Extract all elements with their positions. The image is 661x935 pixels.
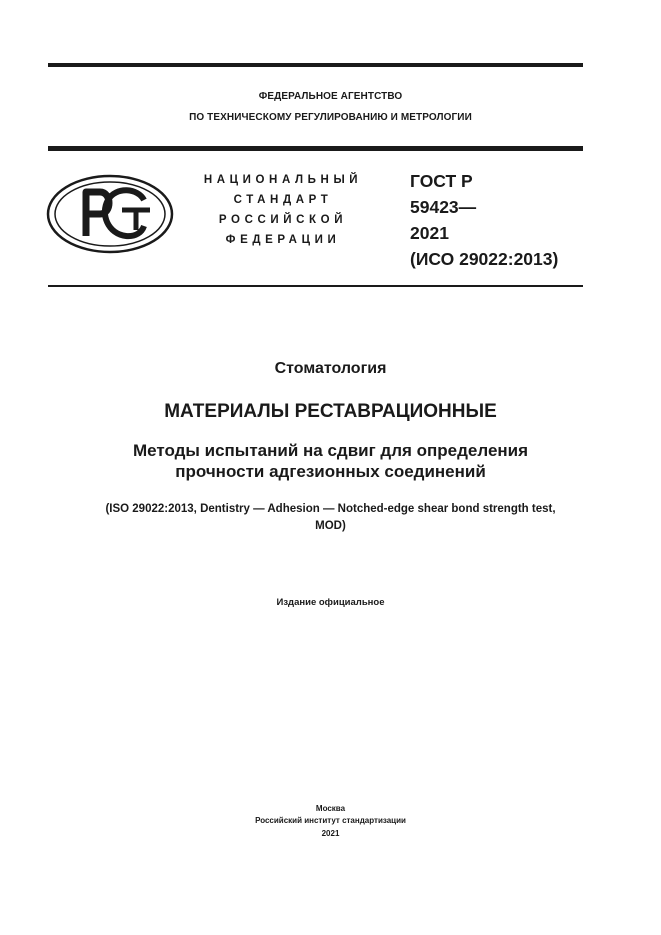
national-standard-line-3: РОССИЙСКОЙ — [218, 214, 348, 226]
designation-line-3: 2021 — [410, 223, 449, 243]
header-rule — [48, 146, 583, 151]
subtitle-line-2: прочности адгезионных соединений — [175, 462, 486, 481]
rst-certification-mark-icon — [46, 174, 174, 254]
main-title: МАТЕРИАЛЫ РЕСТАВРАЦИОННЫЕ — [164, 401, 497, 422]
publisher-name: Российский институт стандартизации — [255, 816, 406, 825]
subtitle-line-1: Методы испытаний на сдвиг для определения — [132, 441, 529, 460]
edition-label: Издание официальное — [276, 597, 385, 608]
agency-line-1: ФЕДЕРАЛЬНОЕ АГЕНТСТВО — [258, 91, 403, 102]
iso-reference-line-1: (ISO 29022:2013, Dentistry — Adhesion — Notched-edge shear bond strength test, — [105, 503, 556, 515]
publication-year: 2021 — [321, 829, 340, 838]
publisher-city: Москва — [315, 804, 346, 813]
top-rule — [48, 63, 583, 67]
iso-reference-line-2: MOD) — [315, 520, 346, 532]
agency-line-2: ПО ТЕХНИЧЕСКОМУ РЕГУЛИРОВАНИЮ И МЕТРОЛОГИИ — [189, 112, 472, 123]
designation-line-2: 59423— — [410, 197, 477, 217]
national-standard-line-2: СТАНДАРТ — [233, 194, 333, 206]
national-standard-line-4: ФЕДЕРАЦИИ — [225, 234, 341, 246]
standard-designation — [410, 168, 558, 272]
designation-line-1: ГОСТ Р — [410, 171, 473, 191]
designation-line-4: (ИСО 29022:2013) — [410, 249, 559, 269]
field-title: Стоматология — [274, 360, 387, 377]
header-bottom-rule — [48, 285, 583, 287]
national-standard-line-1: НАЦИОНАЛЬНЫЙ — [203, 174, 363, 186]
